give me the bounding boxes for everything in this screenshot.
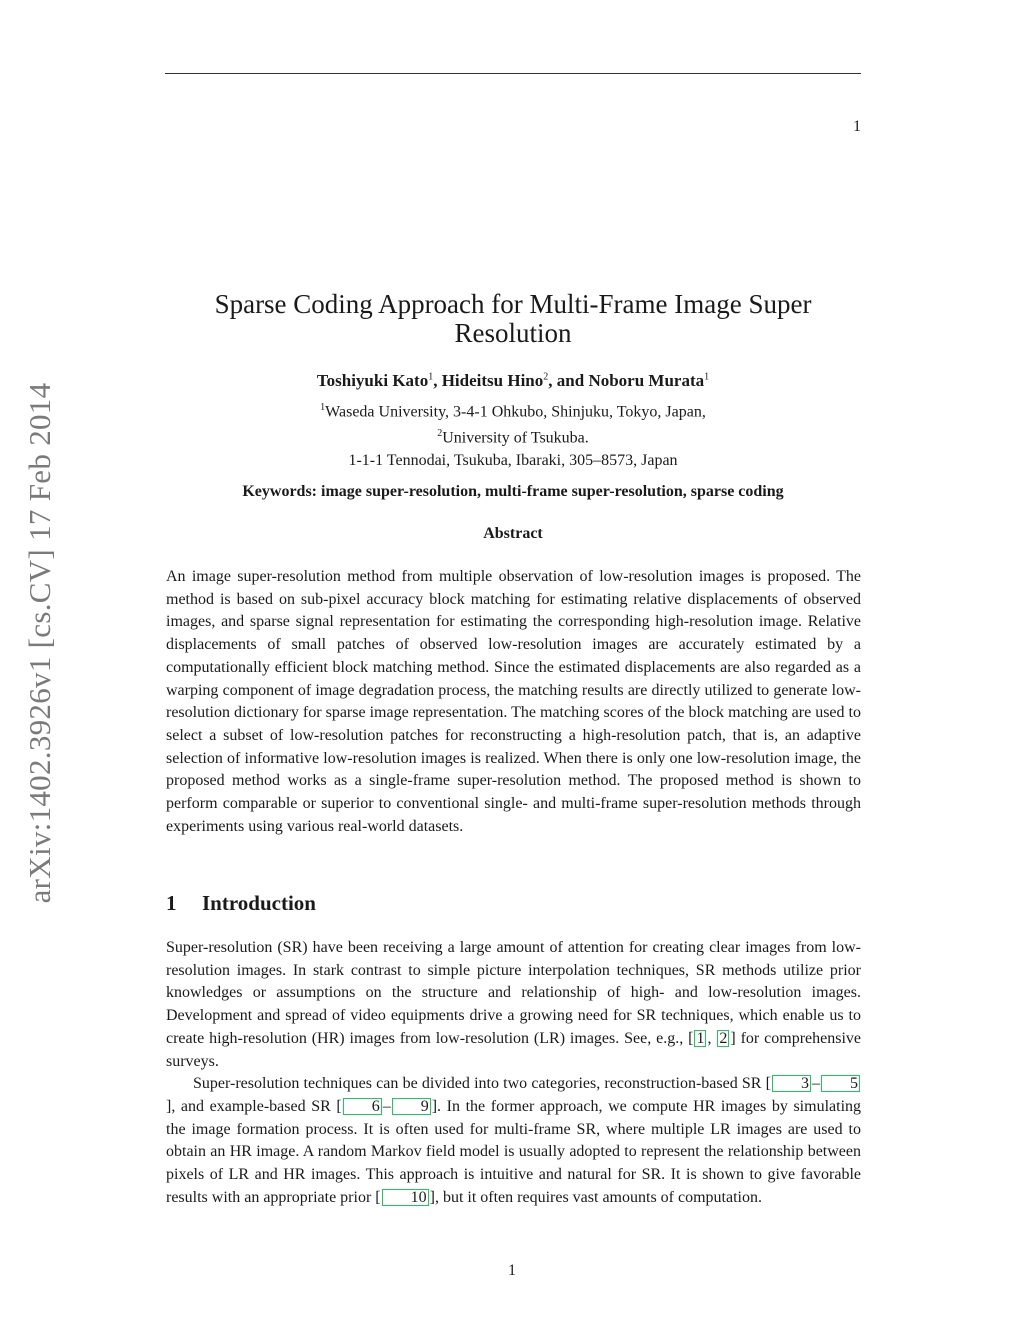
abstract-body: An image super-resolution method from multiple observation of low-resolution images is proposed. The method is based on sub-pixel accuracy block matching for estimating relative displacements of observed images, and sparse signal representation for estimating the corresponding high-resolution image. Relative displacements of small patches of observed low-resolution images are accurately estimated by a computationally efficient block matching method. Since the estimated displacements are also regarded as a warping component of image degradation process, the matching results are directly utilized to generate low-resolution dictionary for sparse image representation. The matching scores of the block matching are used to select a subset of low-resolution patches for reconstructing a high-resolution patch, that is, an adaptive selection of informative low-resolution images is realized. When there is only one low-resolution image, the proposed method works as a single-frame super-resolution method. The proposed method is shown to perform comparable or superior to conventional single- and multi-frame super-resolution methods through experiments using various real-world datasets. <box>166 568 861 835</box>
affil-mark: 2 <box>437 428 443 440</box>
citation-separator: , <box>707 1029 717 1047</box>
citation-link[interactable]: 10 <box>382 1189 429 1206</box>
affil-mark: 1 <box>320 402 326 413</box>
paper-title: Sparse Coding Approach for Multi-Frame Image Super Resolution <box>214 289 812 348</box>
author-name: Noboru Murata <box>588 371 705 390</box>
header-page-number: 1 <box>853 118 861 135</box>
abstract-heading: Abstract <box>483 525 543 542</box>
footer-page-number: 1 <box>508 1262 516 1279</box>
paragraph-text: ], and example-based SR [ <box>166 1097 342 1115</box>
author-affil-mark: 2 <box>543 371 549 383</box>
paragraph-text: ], but it often requires vast amounts of computation. <box>429 1188 762 1206</box>
citation-link[interactable]: 5 <box>821 1075 860 1092</box>
affiliation-text: University of Tsukuba. <box>442 429 589 447</box>
author-affil-mark: 1 <box>428 371 434 383</box>
section-heading <box>166 891 316 916</box>
keywords: Keywords: image super-resolution, multi-frame super-resolution, sparse coding <box>242 483 784 500</box>
paragraph-text: ] for comprehensive surveys. <box>166 1029 861 1070</box>
paragraph <box>166 1073 861 1209</box>
author-name: Hideitsu Hino <box>441 371 544 390</box>
affiliation-line <box>165 397 861 423</box>
arxiv-stamp: arXiv:1402.3926v1 [cs.CV] 17 Feb 2014 <box>22 382 57 904</box>
paragraph <box>166 937 861 1073</box>
affiliation-address: 1-1-1 Tennodai, Tsukuba, Ibaraki, 305–8573, Japan <box>348 451 678 469</box>
citation-link[interactable]: 6 <box>343 1098 382 1115</box>
author-separator: , <box>433 371 442 390</box>
affiliation-line <box>165 423 861 449</box>
citation-link[interactable]: 2 <box>719 1029 728 1047</box>
section-number: 1 <box>166 891 177 915</box>
paragraph-text: ]. In the former approach, we compute HR images by simulating the image formation process. It is often used for multi-frame SR, where multiple LR images are used to obtain an HR image. A random Markov field model is usually adopted to represent the relationship between pixels of LR and HR images. This approach is intuitive and natural for SR. It is shown to give favorable results with an appropriate prior [ <box>166 1097 862 1206</box>
affiliation-text: Waseda University, 3-4-1 Ohkubo, Shinjuku, Tokyo, Japan, <box>325 403 706 421</box>
paragraph-text: Super-resolution techniques can be divided into two categories, reconstruction-based SR [ <box>193 1075 771 1093</box>
paragraph-text: Super-resolution (SR) have been receiving a large amount of attention for creating clear images from low-resolution images. In stark contrast to simple picture interpolation techniques, SR methods utilize prior knowledges or assumptions on the structure and relationship of high- and low-resolution images. Development and spread of video equipments drive a growing need for SR techniques, which enable us to create high-resolution (HR) images from low-resolution (LR) images. See, e.g., [ <box>166 939 861 1047</box>
section-title: Introduction <box>202 891 316 915</box>
citation-link[interactable]: 3 <box>772 1075 811 1092</box>
citation-separator: – <box>812 1075 820 1093</box>
introduction-body <box>166 937 861 1209</box>
header-rule <box>165 73 861 74</box>
author-list <box>165 371 861 391</box>
author-name: Toshiyuki Kato <box>316 371 429 390</box>
affiliations <box>165 397 861 472</box>
author-affil-mark: 1 <box>704 371 710 383</box>
author-separator: , and <box>548 371 589 390</box>
citation-link[interactable]: 9 <box>392 1098 431 1115</box>
citation-link[interactable]: 1 <box>696 1029 705 1047</box>
citation-separator: – <box>382 1097 391 1115</box>
